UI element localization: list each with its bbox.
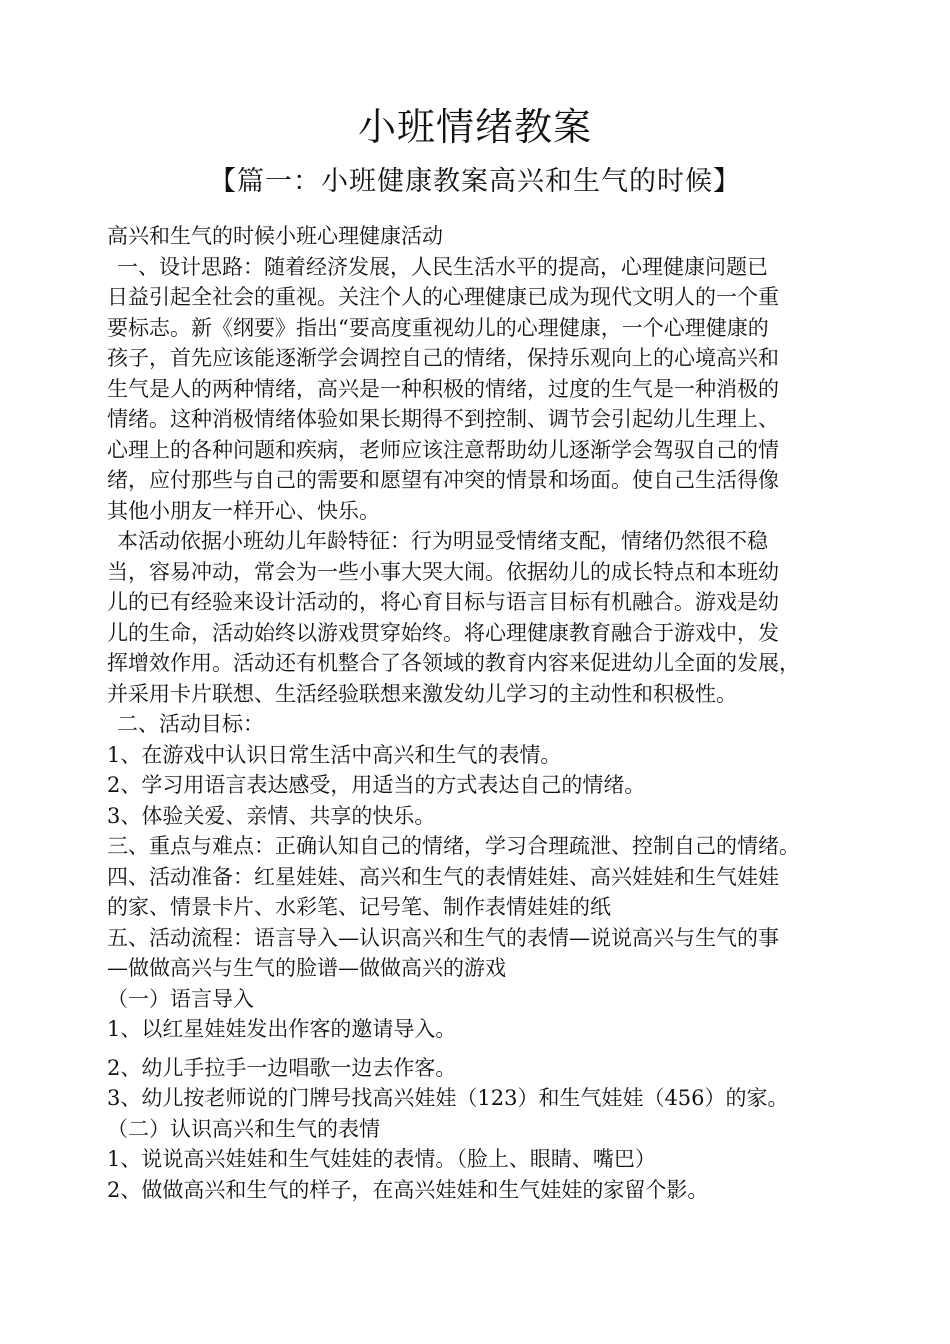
- paragraph-line: 并采用卡片联想、生活经验联想来激发幼儿学习的主动性和积极性。: [107, 681, 737, 706]
- document-body: [107, 221, 877, 1205]
- section-heading: 二、活动目标：: [117, 712, 264, 736]
- paragraph-line: 当，容易冲动，常会为一些小事大哭大闹。依据幼儿的成长特点和本班幼: [107, 559, 779, 584]
- list-item: 1、在游戏中认识日常生活中高兴和生气的表情。: [107, 742, 562, 767]
- paragraph-line: 情绪。这种消极情绪体验如果长期得不到控制、调节会引起幼儿生理上、: [107, 407, 779, 431]
- list-item: 1、以红星娃娃发出作客的邀请导入。: [107, 1017, 457, 1041]
- subsection-heading: （二）认识高兴和生气的表情: [107, 1116, 380, 1141]
- paragraph-line: 一、设计思路：随着经济发展，人民生活水平的提高，心理健康问题已: [117, 254, 768, 279]
- paragraph-line: 日益引起全社会的重视。关注个人的心理健康已成为现代文明人的一个重: [107, 285, 779, 309]
- paragraph-line: 其他小朋友一样开心、快乐。: [107, 498, 380, 523]
- paragraph-line: 生气是人的两种情绪，高兴是一种积极的情绪，过度的生气是一种消极的: [107, 376, 779, 401]
- paragraph-line: 高兴和生气的时候小班心理健康活动: [107, 224, 443, 248]
- paragraph-line: 孩子，首先应该能逐渐学会调控自己的情绪，保持乐观向上的心境高兴和: [107, 346, 779, 370]
- paragraph-line: 要标志。新《纲要》指出“要高度重视幼儿的心理健康，一个心理健康的: [107, 315, 769, 340]
- list-item: 1、说说高兴娃娃和生气娃娃的表情。（脸上、眼睛、嘴巴）: [107, 1147, 656, 1171]
- paragraph-line: 儿的已有经验来设计活动的，将心育目标与语言目标有机融合。游戏是幼: [107, 590, 779, 614]
- document-title: 小班情绪教案: [357, 105, 592, 149]
- paragraph-line: 本活动依据小班幼儿年龄特征：行为明显受情绪支配，情绪仍然很不稳: [117, 529, 768, 553]
- paragraph-line: 挥增效作用。活动还有机整合了各领域的教育内容来促进幼儿全面的发展，: [107, 651, 800, 675]
- section-heading: 四、活动准备：红星娃娃、高兴和生气的表情娃娃、高兴娃娃和生气娃娃: [107, 864, 779, 889]
- section-heading: 三、重点与难点：正确认知自己的情绪，学习合理疏泄、控制自己的情绪。: [107, 834, 800, 858]
- paragraph-line: —做做高兴与生气的脸谱—做做高兴的游戏: [107, 956, 506, 980]
- list-item: 3、幼儿按老师说的门牌号找高兴娃娃（123）和生气娃娃（456）的家。: [107, 1086, 789, 1110]
- paragraph-line: 心理上的各种问题和疾病，老师应该注意帮助幼儿逐渐学会驾驭自己的情: [107, 437, 779, 462]
- list-item: 2、学习用语言表达感受，用适当的方式表达自己的情绪。: [107, 773, 646, 797]
- list-item: 2、做做高兴和生气的样子，在高兴娃娃和生气娃娃的家留个影。: [107, 1177, 709, 1202]
- paragraph-line: 的家、情景卡片、水彩笔、记号笔、制作表情娃娃的纸: [107, 895, 611, 919]
- section-heading: 五、活动流程：语言导入—认识高兴和生气的表情—说说高兴与生气的事: [107, 925, 779, 950]
- list-item: 3、体验关爱、亲情、共享的快乐。: [107, 803, 436, 828]
- list-item: 2、幼儿手拉手一边唱歌一边去作客。: [107, 1055, 457, 1080]
- subsection-heading: （一）语言导入: [107, 986, 254, 1011]
- paragraph-line: 儿的生命，活动始终以游戏贯穿始终。将心理健康教育融合于游戏中，发: [107, 620, 779, 645]
- paragraph-line: 绪，应付那些与自己的需要和愿望有冲突的情景和场面。使自己生活得像: [107, 468, 779, 492]
- document-subtitle: 【篇一：小班健康教案高兴和生气的时候】: [209, 166, 741, 197]
